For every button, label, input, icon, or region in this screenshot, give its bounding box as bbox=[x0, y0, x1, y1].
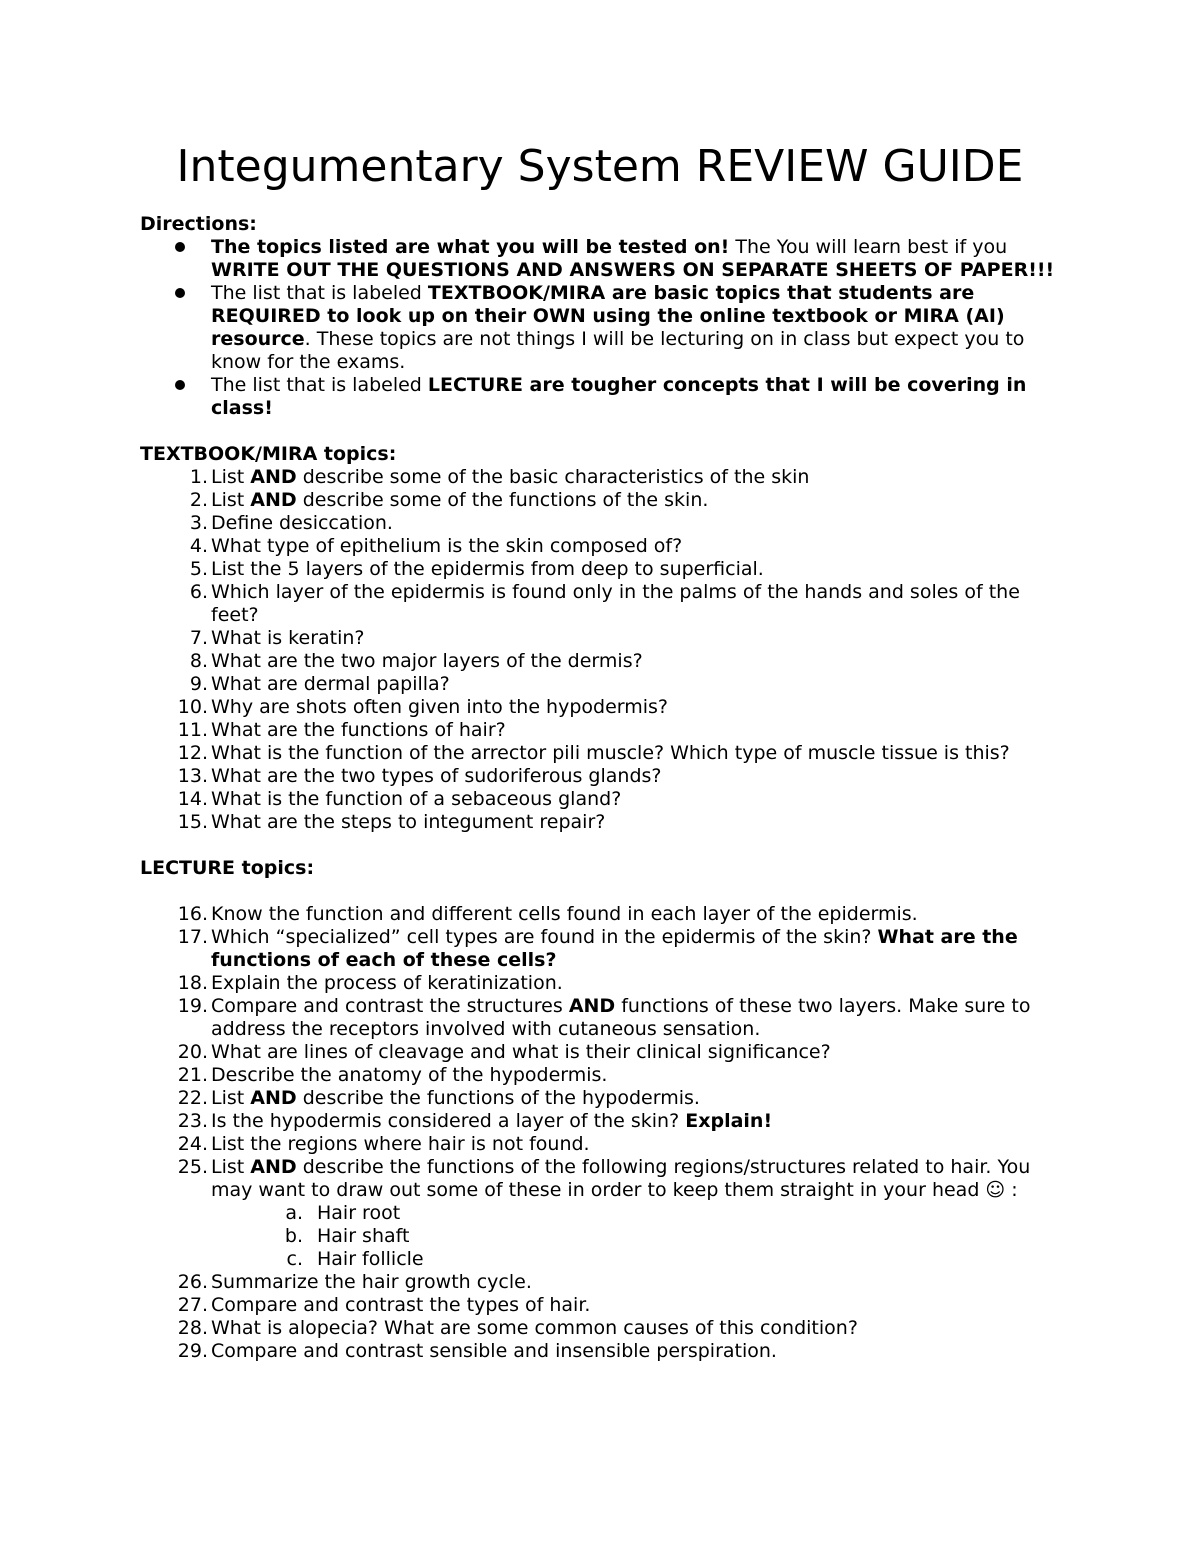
bold-text: WRITE OUT THE QUESTIONS AND ANSWERS ON SEPARATE SHEETS OF PAPER!!! bbox=[211, 259, 1055, 281]
text-run: describe the functions of the following regions/structures related to hair. You may want to draw out some of these in order to keep them straight in your head ☺ : bbox=[211, 1156, 1031, 1201]
text-run: Explain the process of keratinization. bbox=[211, 972, 563, 994]
list-item bbox=[140, 1156, 1070, 1271]
bullet-icon bbox=[175, 380, 185, 390]
text-run: List bbox=[211, 1087, 251, 1109]
item-number: 3. bbox=[189, 512, 208, 534]
text-run: The You will learn best if you bbox=[729, 236, 1008, 258]
text-run: Define desiccation. bbox=[211, 512, 393, 534]
item-number: 24. bbox=[177, 1133, 208, 1155]
bullet-icon bbox=[175, 242, 185, 252]
text-run: Summarize the hair growth cycle. bbox=[211, 1271, 532, 1293]
list-item bbox=[140, 765, 1070, 788]
text-run: What type of epithelium is the skin composed of? bbox=[211, 535, 683, 557]
bold-text: AND bbox=[250, 1087, 297, 1109]
item-number: 4. bbox=[189, 535, 208, 557]
text-run: describe some of the basic characteristics of the skin bbox=[296, 466, 810, 488]
text-run: What are the two types of sudoriferous glands? bbox=[211, 765, 662, 787]
list-item bbox=[140, 512, 1070, 535]
item-number: 12. bbox=[177, 742, 208, 764]
text-run: Compare and contrast the types of hair. bbox=[211, 1294, 591, 1316]
document-body bbox=[140, 213, 1070, 1363]
text-run: What are the two major layers of the dermis? bbox=[211, 650, 643, 672]
text-run: Which “specialized” cell types are found in the epidermis of the skin? bbox=[211, 926, 878, 948]
list-item bbox=[140, 926, 1070, 972]
bold-text: AND bbox=[568, 995, 616, 1017]
bold-text: What are the functions of each of these cells? bbox=[211, 926, 1018, 971]
sub-item-text: Hair root bbox=[317, 1202, 401, 1224]
list-item bbox=[140, 466, 1070, 489]
sub-item-letter: b. bbox=[284, 1225, 303, 1247]
item-number: 13. bbox=[177, 765, 208, 787]
directions-list bbox=[140, 236, 1070, 420]
text-run: What are dermal papilla? bbox=[211, 673, 450, 695]
lecture-topics-list bbox=[140, 903, 1070, 1363]
item-number: 7. bbox=[189, 627, 208, 649]
text-run: List bbox=[211, 466, 251, 488]
list-item bbox=[140, 811, 1070, 834]
text-run: describe some of the functions of the skin. bbox=[296, 489, 709, 511]
item-number: 14. bbox=[177, 788, 208, 810]
text-run: Which layer of the epidermis is found only in the palms of the hands and soles of the feet? bbox=[211, 581, 1020, 626]
item-number: 28. bbox=[177, 1317, 208, 1339]
text-run: List bbox=[211, 1156, 251, 1178]
item-number: 29. bbox=[177, 1340, 208, 1362]
text-run: describe the functions of the hypodermis. bbox=[296, 1087, 700, 1109]
text-run: Why are shots often given into the hypodermis? bbox=[211, 696, 669, 718]
list-item bbox=[140, 1110, 1070, 1133]
text-run: What is keratin? bbox=[211, 627, 365, 649]
list-item bbox=[140, 1294, 1070, 1317]
directions-heading: Directions: bbox=[140, 213, 257, 235]
sub-item-letter: a. bbox=[285, 1202, 303, 1224]
directions-bullet-item bbox=[140, 282, 1070, 374]
bold-text: TEXTBOOK/MIRA are basic topics that students are REQUIRED to look up on their OWN using the online textbook or MIRA (AI) resource bbox=[211, 282, 1005, 350]
list-item bbox=[140, 696, 1070, 719]
item-number: 6. bbox=[189, 581, 208, 603]
text-run: List bbox=[211, 489, 251, 511]
textbook-topics-list bbox=[140, 466, 1070, 834]
lecture-heading: LECTURE topics: bbox=[140, 857, 315, 879]
item-number: 18. bbox=[177, 972, 208, 994]
list-item bbox=[140, 903, 1070, 926]
spacer bbox=[140, 834, 1070, 857]
list-item bbox=[140, 1317, 1070, 1340]
list-item bbox=[140, 489, 1070, 512]
list-item bbox=[140, 627, 1070, 650]
text-run: The list that is labeled bbox=[211, 282, 428, 304]
item-number: 9. bbox=[189, 673, 208, 695]
sub-list bbox=[211, 1202, 1070, 1271]
item-number: 25. bbox=[177, 1156, 208, 1178]
bold-text: The topics listed are what you will be tested on! bbox=[211, 236, 730, 258]
bullet-icon bbox=[175, 288, 185, 298]
sub-list-item bbox=[211, 1225, 1070, 1248]
text-run: The list that is labeled bbox=[211, 374, 428, 396]
list-item bbox=[140, 535, 1070, 558]
text-run: Is the hypodermis considered a layer of the skin? bbox=[211, 1110, 686, 1132]
textbook-heading: TEXTBOOK/MIRA topics: bbox=[140, 443, 397, 465]
list-item bbox=[140, 788, 1070, 811]
list-item bbox=[140, 719, 1070, 742]
sub-list-item bbox=[211, 1248, 1070, 1271]
list-item bbox=[140, 1133, 1070, 1156]
list-item bbox=[140, 581, 1070, 627]
item-number: 5. bbox=[189, 558, 208, 580]
sub-item-text: Hair shaft bbox=[317, 1225, 410, 1247]
item-number: 17. bbox=[177, 926, 208, 948]
list-item bbox=[140, 742, 1070, 765]
item-number: 26. bbox=[177, 1271, 208, 1293]
item-number: 19. bbox=[177, 995, 208, 1017]
page-title: Integumentary System REVIEW GUIDE bbox=[176, 141, 1024, 192]
list-item bbox=[140, 673, 1070, 696]
item-number: 11. bbox=[177, 719, 208, 741]
text-run: . These topics are not things I will be lecturing on in class but expect you to know for the exams. bbox=[211, 328, 1025, 373]
bold-text: AND bbox=[250, 1156, 297, 1178]
text-run: Describe the anatomy of the hypodermis. bbox=[211, 1064, 608, 1086]
list-item bbox=[140, 1064, 1070, 1087]
text-run: What are the steps to integument repair? bbox=[211, 811, 606, 833]
list-item bbox=[140, 650, 1070, 673]
directions-bullet-item bbox=[140, 236, 1070, 282]
item-number: 22. bbox=[177, 1087, 208, 1109]
list-item bbox=[140, 1340, 1070, 1363]
spacer bbox=[140, 420, 1070, 443]
text-run: What is the function of a sebaceous gland? bbox=[211, 788, 622, 810]
text-run: What is the function of the arrector pili muscle? Which type of muscle tissue is this? bbox=[211, 742, 1010, 764]
item-number: 27. bbox=[177, 1294, 208, 1316]
text-run: What are the functions of hair? bbox=[211, 719, 506, 741]
list-item bbox=[140, 972, 1070, 995]
list-item bbox=[140, 1041, 1070, 1064]
text-run: Know the function and different cells found in each layer of the epidermis. bbox=[211, 903, 918, 925]
directions-bullet-item bbox=[140, 374, 1070, 420]
sub-item-letter: c. bbox=[286, 1248, 303, 1270]
sub-list-item bbox=[211, 1202, 1070, 1225]
spacer bbox=[140, 880, 1070, 903]
text-run: Compare and contrast sensible and insensible perspiration. bbox=[211, 1340, 777, 1362]
list-item bbox=[140, 1271, 1070, 1294]
text-run: What is alopecia? What are some common causes of this condition? bbox=[211, 1317, 858, 1339]
bold-text: AND bbox=[250, 489, 297, 511]
text-run: functions of these two layers. Make sure to address the receptors involved with cutaneous sensation. bbox=[211, 995, 1031, 1040]
sub-item-text: Hair follicle bbox=[317, 1248, 424, 1270]
item-number: 8. bbox=[189, 650, 208, 672]
item-number: 1. bbox=[189, 466, 208, 488]
item-number: 2. bbox=[189, 489, 208, 511]
text-run: List the regions where hair is not found. bbox=[211, 1133, 590, 1155]
list-item bbox=[140, 995, 1070, 1041]
text-run: Compare and contrast the structures bbox=[211, 995, 569, 1017]
bold-text: AND bbox=[250, 466, 297, 488]
item-number: 20. bbox=[177, 1041, 208, 1063]
item-number: 16. bbox=[177, 903, 208, 925]
item-number: 15. bbox=[177, 811, 208, 833]
text-run: What are lines of cleavage and what is their clinical significance? bbox=[211, 1041, 831, 1063]
text-run: List the 5 layers of the epidermis from deep to superficial. bbox=[211, 558, 764, 580]
item-number: 23. bbox=[177, 1110, 208, 1132]
item-number: 10. bbox=[177, 696, 208, 718]
list-item bbox=[140, 558, 1070, 581]
list-item bbox=[140, 1087, 1070, 1110]
bold-text: LECTURE are tougher concepts that I will be covering in class! bbox=[211, 374, 1027, 419]
item-number: 21. bbox=[177, 1064, 208, 1086]
bold-text: Explain! bbox=[685, 1110, 773, 1132]
